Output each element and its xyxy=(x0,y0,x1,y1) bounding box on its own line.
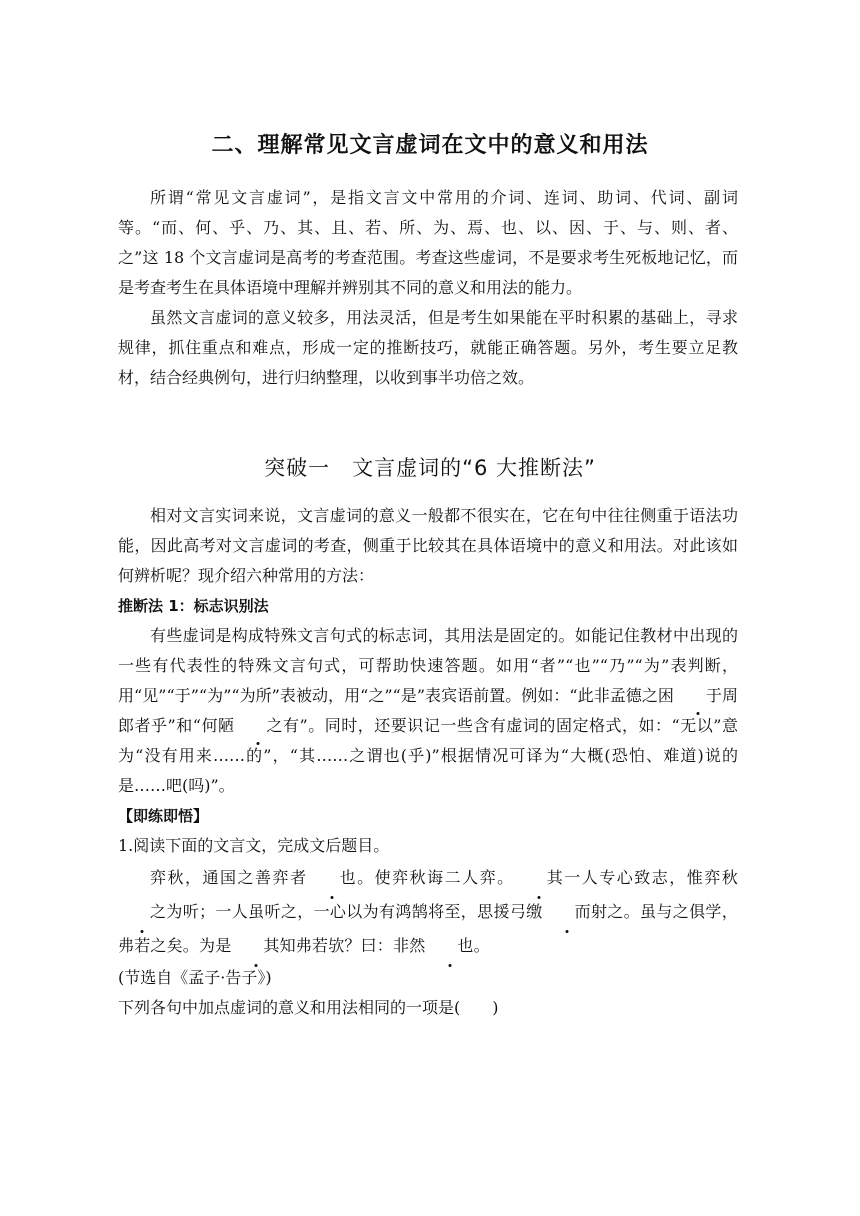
example-1-pre: 此非孟德之困 xyxy=(577,686,674,705)
passage-dotted-word: 也 xyxy=(308,861,356,895)
intro-paragraph-2: 虽然文言虚词的意义较多，用法灵活，但是考生如果能在平时积累的基础上，寻求规律，抓住重点和难点，形成一定的推断技巧，就能正确答题。另外，考生要立足教材，结合经典例句，进行归纳整理，以收到事半功倍之效。 xyxy=(118,308,738,387)
example-1-dotted-word: 于 xyxy=(674,681,722,711)
intro-paragraph-1: 所谓“常见文言虚词”，是指文言文中常用的介词、连词、助词、代词、副词等。“而、何、乎、乃、其、且、若、所、为、焉、也、以、因、于、与、则、者、之”这 18 个文言虚词是高考的考查范围。考查这些虚词，不是要求考生死板地记忆，而是考查考生在具体语境中理解并辨别其不同的意义和用法的能力。 xyxy=(118,188,738,297)
intro-section xyxy=(118,183,738,393)
passage-text: 射之。虽与之俱学，弗若之矣。为是 xyxy=(118,902,738,955)
section-heading: 突破一 文言虚词的“6 大推断法” xyxy=(264,456,596,480)
passage-dotted-word: 也 xyxy=(425,929,473,963)
passage-dotted-word: 之 xyxy=(118,895,166,929)
passage-text: 为听；一人虽听之，一心以为有鸿鹄将至，思援弓缴 xyxy=(166,902,543,921)
question-1-stem: 下列各句中加点虚词的意义和用法相同的一项是( ) xyxy=(118,998,499,1017)
classical-passage xyxy=(118,861,738,963)
source-note: (节选自《孟子·告子》) xyxy=(118,968,272,987)
section-paragraph: 相对文言实词来说，文言虚词的意义一般都不很实在，它在句中往往侧重于语法功能，因此高考对文言虚词的考查，侧重于比较其在具体语境中的意义和用法。对此该如何辨析呢？现介绍六种常用的方法： xyxy=(118,506,738,585)
method-1-text-c: ”。同时，还要识记一些含有虚词的固定格式，如：“无以”意为“没有用来……的”，“其……之谓也(乎)”根据情况可译为“大概(恐怕、难道)说的是……吧(吗)”。 xyxy=(118,716,738,795)
practice-title: 【即练即悟】 xyxy=(118,807,209,825)
example-2-post: 有 xyxy=(282,716,300,735)
method-1-title: 推断法 1：标志识别法 xyxy=(118,597,269,615)
passage-text: 知弗若欤？曰：非然 xyxy=(279,936,426,955)
example-1-post: 周郎者乎 xyxy=(118,686,738,735)
method-1-text-b: ”和“何陋 xyxy=(167,716,235,735)
passage-text: 。 xyxy=(473,936,490,955)
section-body xyxy=(118,501,738,1023)
method-1-text-a: 有些虚词是构成特殊文言句式的标志词，其用法是固定的。如能记住教材中出现的一些有代表性的特殊文言句式，可帮助快速答题。如用“者”“也”“乃”“为”表判断，用“见”“于”“为”“为所”表被动，用“之”“是”表宾语前置。例如：“ xyxy=(118,626,738,705)
passage-dotted-word: 而 xyxy=(543,895,591,929)
passage-dotted-word: 其 xyxy=(515,861,563,895)
passage-text: 一人专心致志，惟弈秋 xyxy=(562,868,738,887)
method-1-paragraph xyxy=(118,621,738,801)
passage-text: 。使弈秋诲二人弈。 xyxy=(355,868,515,887)
passage-text: 弈秋，通国之善弈者 xyxy=(150,868,308,887)
example-2-dotted-word: 之 xyxy=(234,711,282,741)
passage-dotted-word: 其 xyxy=(231,929,279,963)
question-1-prompt: 1.阅读下面的文言文，完成文后题目。 xyxy=(118,836,390,855)
main-heading: 二、理解常见文言虚词在文中的意义和用法 xyxy=(211,133,649,158)
